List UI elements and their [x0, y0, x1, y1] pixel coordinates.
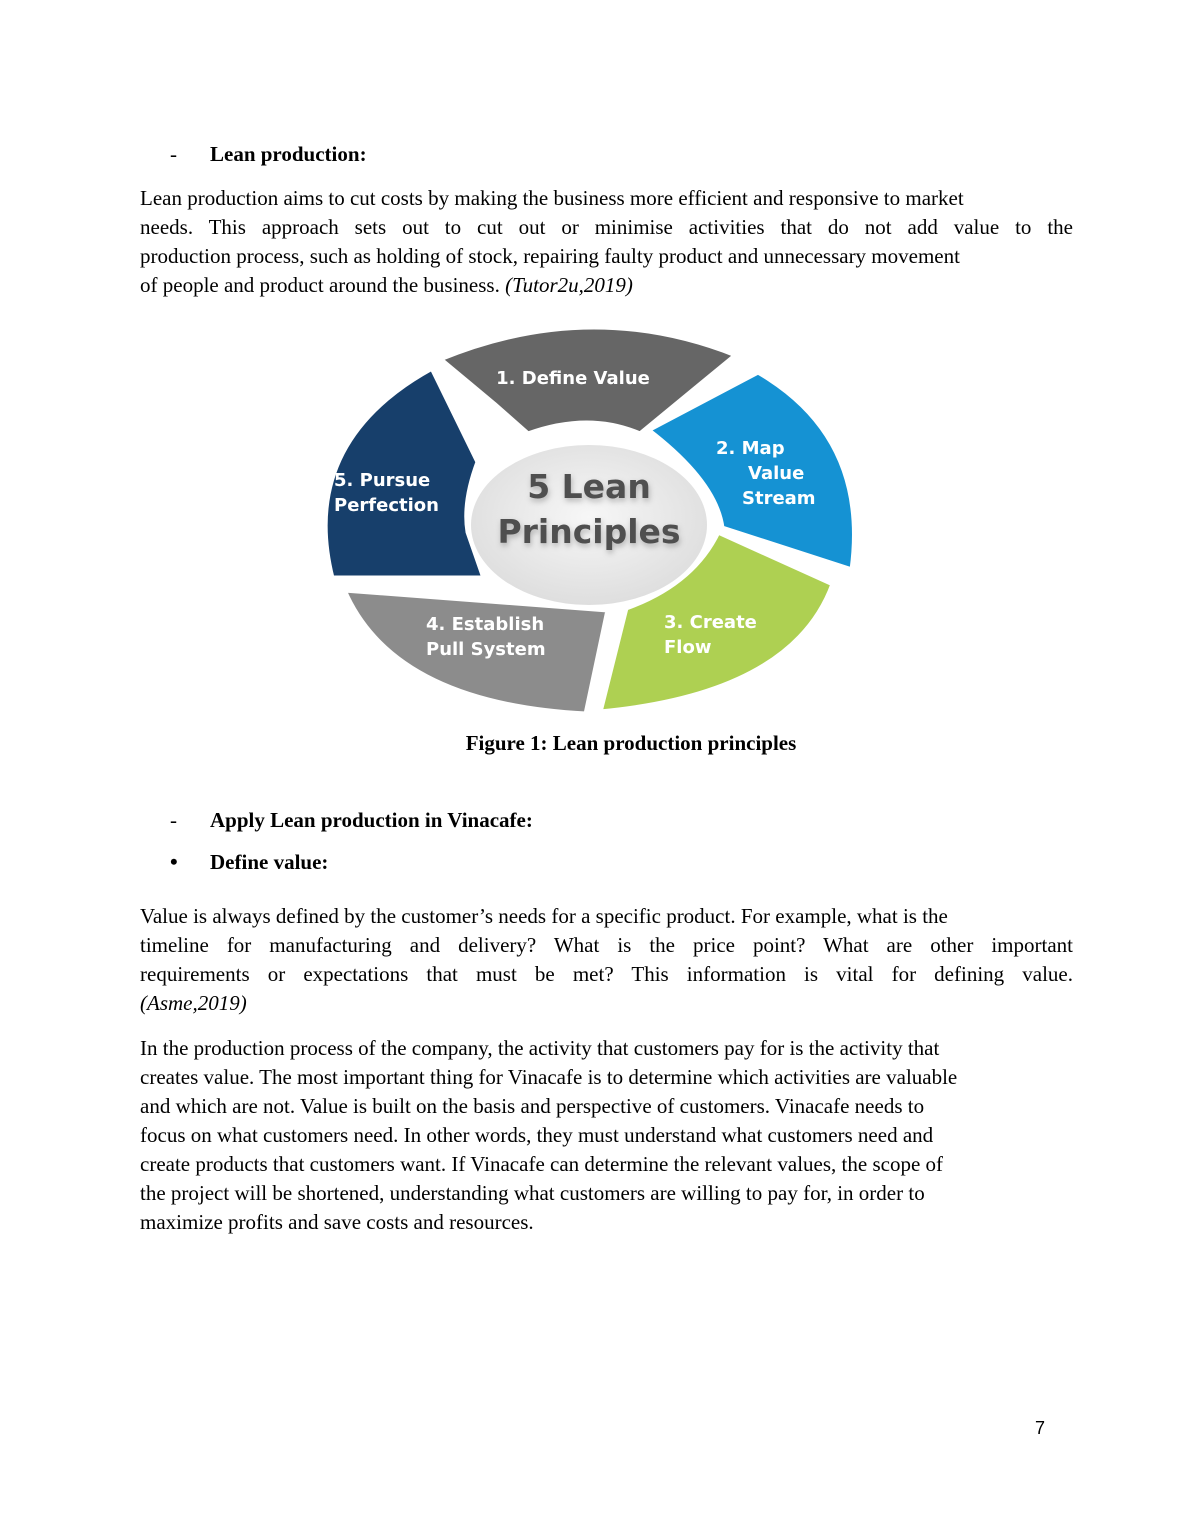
figure-caption: Figure 1: Lean production principles	[465, 731, 797, 755]
segment-pursue-perfection-label: 5. Pursue	[334, 470, 431, 491]
section-heading-apply-lean	[170, 805, 533, 835]
citation: (Asme,2019)	[140, 991, 247, 1015]
text-line: needs. This approach sets out to cut out or minimise activities that do not add value to the	[140, 215, 1073, 239]
segment-pursue-perfection-label: Perfection	[334, 495, 439, 516]
text-line-body: of people and product around the business.	[140, 273, 500, 297]
center-title-line1: 5 Lean	[527, 467, 651, 506]
page-number: 7	[1035, 1418, 1046, 1438]
paragraph-vinacafe-value	[140, 1034, 1073, 1237]
segment-map-value-stream-label: Value	[748, 463, 805, 484]
text-line: and which are not. Value is built on the basis and perspective of customers. Vinacafe needs to	[140, 1094, 925, 1118]
paragraph-define-value	[140, 902, 1073, 1018]
text-line: creates value. The most important thing for Vinacafe is to determine which activities are valuable	[140, 1065, 958, 1089]
text-line: Value is always defined by the customer’s needs for a specific product. For example, what is the	[140, 904, 948, 928]
heading-text: Define value:	[210, 850, 329, 874]
segment-define-value-label: 1. Define Value	[496, 368, 650, 389]
text-line: Lean production aims to cut costs by making the business more efficient and responsive to market	[140, 186, 964, 210]
section-heading-lean-production	[170, 139, 367, 169]
text-line: create products that customers want. If Vinacafe can determine the relevant values, the scope of	[140, 1152, 944, 1176]
paragraph-lean-intro	[140, 184, 1073, 300]
text-line: focus on what customers need. In other words, they must understand what customers need and	[140, 1123, 934, 1147]
heading-text: Lean production:	[210, 142, 367, 166]
citation: (Tutor2u,2019)	[505, 273, 633, 297]
text-line: In the production process of the company, the activity that customers pay for is the activity that	[140, 1036, 940, 1060]
segment-establish-pull-system-label: 4. Establish	[426, 614, 545, 635]
text-line	[140, 989, 1073, 1018]
dash-bullet: -	[170, 808, 177, 832]
text-line: production process, such as holding of stock, repairing faulty product and unnecessary movement	[140, 244, 960, 268]
lean-principles-diagram	[318, 322, 862, 718]
round-bullet: •	[170, 849, 178, 874]
heading-text: Apply Lean production in Vinacafe:	[210, 808, 533, 832]
center-title-line2: Principles	[497, 512, 681, 551]
segment-map-value-stream-label: 2. Map	[716, 438, 785, 459]
segment-create-flow-label: Flow	[664, 637, 712, 658]
text-line: the project will be shortened, understanding what customers are willing to pay for, in order to	[140, 1181, 925, 1205]
segment-map-value-stream-label: Stream	[742, 488, 816, 509]
text-line: maximize profits and save costs and resources.	[140, 1210, 534, 1234]
text-line	[140, 271, 1073, 300]
dash-bullet: -	[170, 142, 177, 166]
segment-create-flow-label: 3. Create	[664, 612, 757, 633]
diagram-svg	[318, 322, 862, 718]
text-line: timeline for manufacturing and delivery? What is the price point? What are other important	[140, 933, 1073, 957]
text-line: requirements or expectations that must be met? This information is vital for defining value.	[140, 962, 1073, 986]
segment-establish-pull-system-label: Pull System	[426, 639, 546, 660]
section-heading-define-value	[170, 847, 328, 877]
